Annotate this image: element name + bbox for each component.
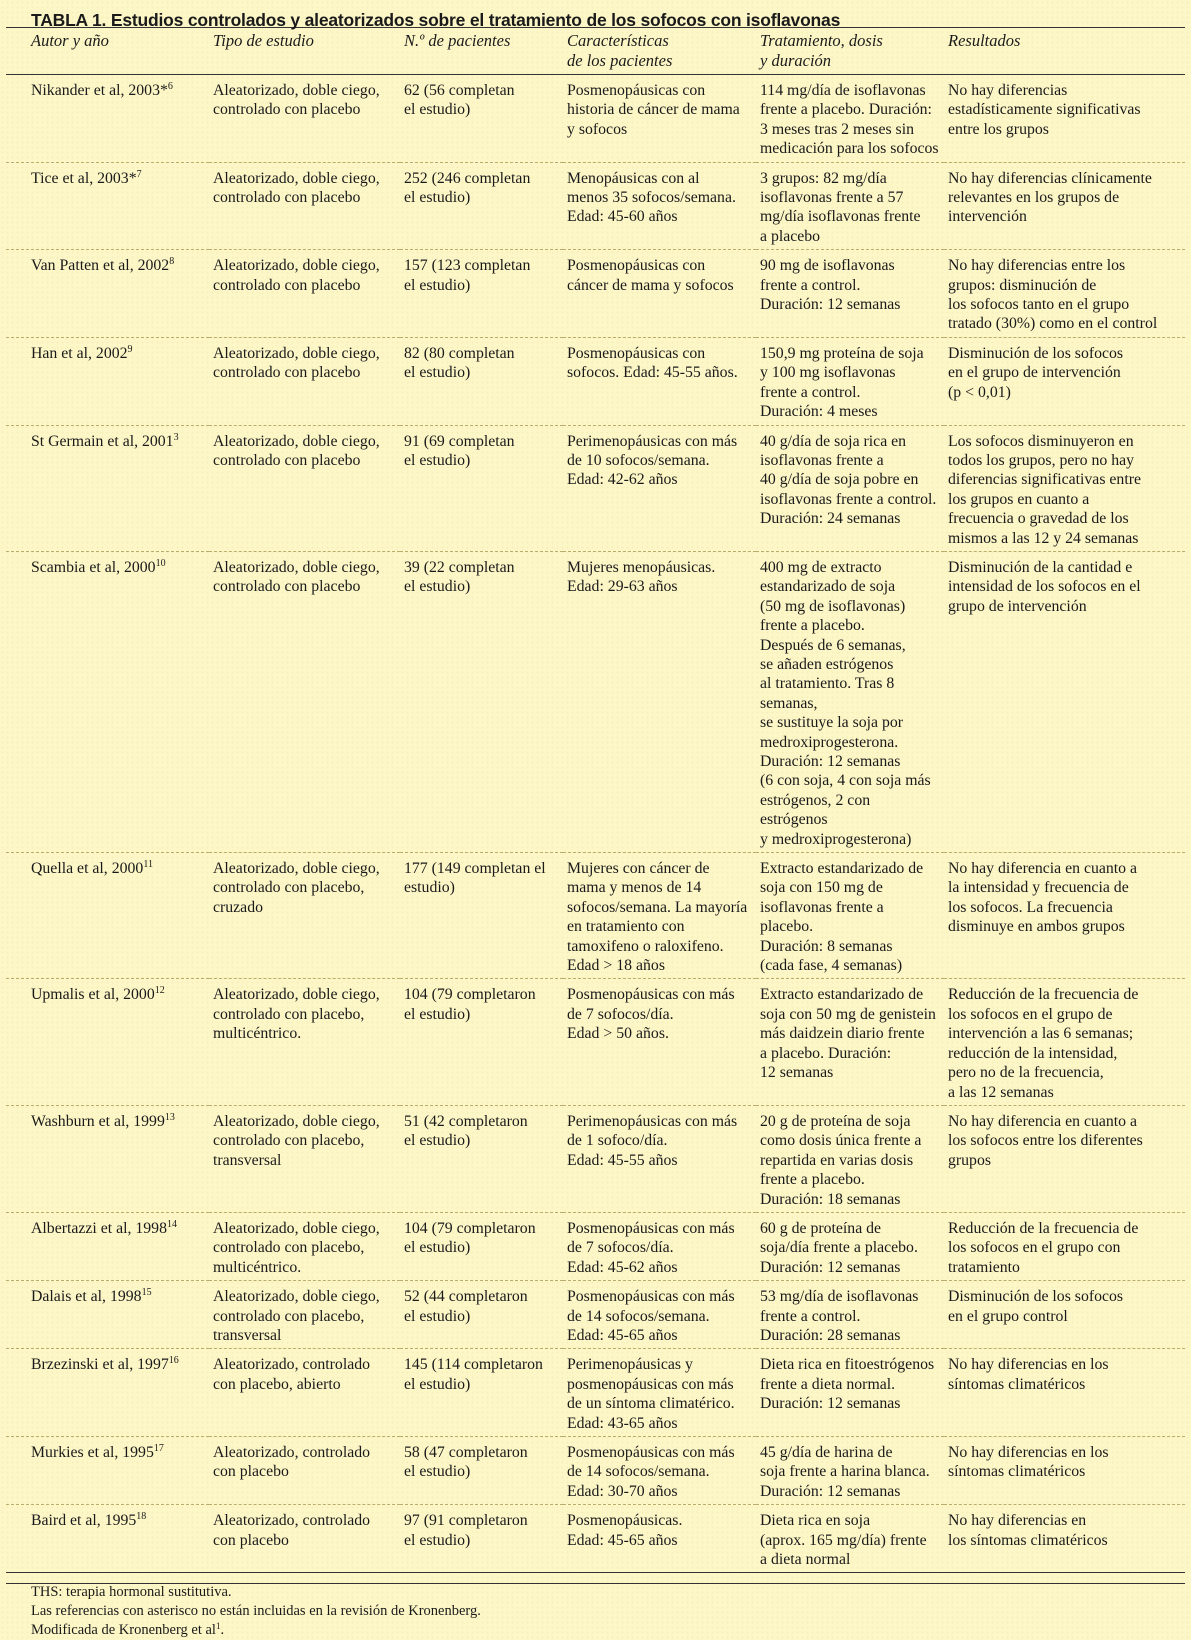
bottom-rule <box>6 1583 1185 1584</box>
footnote-source-text: Modificada de Kronenberg et al <box>31 1622 216 1639</box>
cell-results: Reducción de la frecuencia de los sofocos en el grupo de intervención a las 6 semanas; reducción de la intensidad, pero no de la frecuencia, a las 12 semanas <box>944 979 1185 1105</box>
author-name: Washburn et al, 1999 <box>31 1112 165 1130</box>
cell-patients: 91 (69 completan el estudio) <box>400 425 563 551</box>
cell-author <box>6 1281 209 1349</box>
cell-study-type: Aleatorizado, doble ciego, controlado con placebo, multicéntrico. <box>209 979 400 1105</box>
cell-treatment: 40 g/día de soja rica en isoflavonas frente a 40 g/día de soja pobre en isoflavonas frente a control. Duración: 24 semanas <box>756 425 944 551</box>
cell-treatment: 114 mg/día de isoflavonas frente a placebo. Duración: 3 meses tras 2 meses sin medicación para los sofocos <box>756 75 944 163</box>
cell-study-type: Aleatorizado, controlado con placebo <box>209 1505 400 1573</box>
cell-patients: 177 (149 completan el estudio) <box>400 853 563 979</box>
table-row <box>6 162 1185 250</box>
cell-treatment: 150,9 mg proteína de soja y 100 mg isoflavonas frente a control. Duración: 4 meses <box>756 337 944 425</box>
header-treatment: Tratamiento, dosis y duración <box>756 28 944 75</box>
header-results: Resultados <box>944 28 1185 75</box>
cell-treatment: Dieta rica en soja (aprox. 165 mg/día) frente a dieta normal <box>756 1505 944 1573</box>
author-name: Scambia et al, 2000 <box>31 558 156 576</box>
reference-number: 8 <box>169 256 175 268</box>
author-name: Upmalis et al, 2000 <box>31 986 155 1004</box>
cell-results: No hay diferencias clínicamente relevantes en los grupos de intervención <box>944 162 1185 250</box>
cell-results: No hay diferencias entre los grupos: disminución de los sofocos tanto en el grupo tratado (30%) como en el control <box>944 250 1185 338</box>
reference-number: 13 <box>164 1111 175 1123</box>
table-row <box>6 551 1185 852</box>
cell-patients: 62 (56 completan el estudio) <box>400 75 563 163</box>
cell-characteristics: Posmenopáusicas con más de 14 sofocos/semana. Edad: 30-70 años <box>563 1437 756 1505</box>
author-name: Baird et al, 1995 <box>31 1512 137 1530</box>
cell-characteristics: Posmenopáusicas. Edad: 45-65 años <box>563 1505 756 1573</box>
author-name: St Germain et al, 2001 <box>31 432 174 450</box>
author-name: Albertazzi et al, 1998 <box>31 1219 167 1237</box>
cell-results: Reducción de la frecuencia de los sofocos en el grupo con tratamiento <box>944 1212 1185 1280</box>
cell-author <box>6 1349 209 1437</box>
cell-author <box>6 250 209 338</box>
cell-results: No hay diferencia en cuanto a la intensidad y frecuencia de los sofocos. La frecuencia disminuye en ambos grupos <box>944 853 1185 979</box>
cell-characteristics: Mujeres menopáusicas. Edad: 29-63 años <box>563 551 756 852</box>
author-name: Dalais et al, 1998 <box>31 1288 142 1306</box>
table-row <box>6 75 1185 163</box>
cell-characteristics: Posmenopáusicas con más de 14 sofocos/semana. Edad: 45-65 años <box>563 1281 756 1349</box>
footnote-source-end: . <box>220 1622 225 1639</box>
cell-author <box>6 979 209 1105</box>
reference-number: 14 <box>166 1218 177 1230</box>
cell-study-type: Aleatorizado, doble ciego, controlado con placebo <box>209 75 400 163</box>
cell-treatment: 90 mg de isoflavonas frente a control. Duración: 12 semanas <box>756 250 944 338</box>
cell-characteristics: Posmenopáusicas con más de 7 sofocos/día. Edad > 50 años. <box>563 979 756 1105</box>
cell-patients: 51 (42 completaron el estudio) <box>400 1105 563 1212</box>
cell-patients: 82 (80 completan el estudio) <box>400 337 563 425</box>
footnote-source-ref: 1 <box>215 1621 221 1632</box>
cell-patients: 104 (79 completaron el estudio) <box>400 979 563 1105</box>
table-row <box>6 1349 1185 1437</box>
cell-study-type: Aleatorizado, controlado con placebo, abierto <box>209 1349 400 1437</box>
author-name: Van Patten et al, 2002 <box>31 257 170 275</box>
table-row <box>6 1437 1185 1505</box>
cell-author <box>6 853 209 979</box>
table-row <box>6 1212 1185 1280</box>
cell-study-type: Aleatorizado, doble ciego, controlado con placebo <box>209 337 400 425</box>
header-author: Autor y año <box>6 28 209 75</box>
cell-results: Disminución de los sofocos en el grupo control <box>944 1281 1185 1349</box>
cell-characteristics: Perimenopáusicas con más de 10 sofocos/semana. Edad: 42-62 años <box>563 425 756 551</box>
table-row <box>6 979 1185 1105</box>
reference-number: 18 <box>136 1511 147 1523</box>
cell-study-type: Aleatorizado, controlado con placebo <box>209 1437 400 1505</box>
cell-treatment: Dieta rica en fitoestrógenos frente a dieta normal. Duración: 12 semanas <box>756 1349 944 1437</box>
cell-patients: 52 (44 completaron el estudio) <box>400 1281 563 1349</box>
cell-patients: 104 (79 completaron el estudio) <box>400 1212 563 1280</box>
footnote-source <box>31 1621 1185 1640</box>
cell-treatment: 60 g de proteína de soja/día frente a placebo. Duración: 12 semanas <box>756 1212 944 1280</box>
reference-number: 10 <box>155 557 166 569</box>
cell-study-type: Aleatorizado, doble ciego, controlado con placebo, cruzado <box>209 853 400 979</box>
cell-treatment: 53 mg/día de isoflavonas frente a control. Duración: 28 semanas <box>756 1281 944 1349</box>
table-row <box>6 250 1185 338</box>
cell-characteristics: Perimenopáusicas y posmenopáusicas con más de un síntoma climatérico. Edad: 43-65 años <box>563 1349 756 1437</box>
cell-author <box>6 337 209 425</box>
header-study-type: Tipo de estudio <box>209 28 400 75</box>
cell-characteristics: Posmenopáusicas con historia de cáncer de mama y sofocos <box>563 75 756 163</box>
cell-characteristics: Mujeres con cáncer de mama y menos de 14 sofocos/semana. La mayoría en tratamiento con tamoxifeno o raloxifeno. Edad > 18 años <box>563 853 756 979</box>
author-name: Nikander et al, 2003* <box>31 82 168 99</box>
cell-patients: 97 (91 completaron el estudio) <box>400 1505 563 1573</box>
cell-author <box>6 1212 209 1280</box>
reference-number: 17 <box>153 1443 164 1454</box>
table-row <box>6 1105 1185 1212</box>
cell-author <box>6 75 209 163</box>
cell-characteristics: Posmenopáusicas con sofocos. Edad: 45-55 años. <box>563 337 756 425</box>
cell-results: No hay diferencias en los síntomas climatéricos <box>944 1437 1185 1505</box>
cell-study-type: Aleatorizado, doble ciego, controlado con placebo <box>209 162 400 250</box>
cell-patients: 39 (22 completan el estudio) <box>400 551 563 852</box>
table-row <box>6 1281 1185 1349</box>
author-name: Brzezinski et al, 1997 <box>31 1356 169 1374</box>
cell-results: Disminución de la cantidad e intensidad de los sofocos en el grupo de intervención <box>944 551 1185 852</box>
cell-treatment: 20 g de proteína de soja como dosis única frente a repartida en varias dosis frente a placebo. Duración: 18 semanas <box>756 1105 944 1212</box>
cell-author <box>6 162 209 250</box>
cell-characteristics: Posmenopáusicas con cáncer de mama y sofocos <box>563 250 756 338</box>
cell-patients: 252 (246 completan el estudio) <box>400 162 563 250</box>
cell-author <box>6 1437 209 1505</box>
reference-number: 6 <box>167 81 173 92</box>
author-name: Han et al, 2002 <box>31 344 128 362</box>
reference-number: 11 <box>143 859 153 871</box>
table-row <box>6 425 1185 551</box>
cell-results: No hay diferencias en los síntomas climatéricos <box>944 1505 1185 1573</box>
header-row <box>6 28 1185 75</box>
cell-study-type: Aleatorizado, doble ciego, controlado con placebo <box>209 425 400 551</box>
cell-characteristics: Perimenopáusicas con más de 1 sofoco/día. Edad: 45-55 años <box>563 1105 756 1212</box>
table-title: TABLA 1. Estudios controlados y aleatorizados sobre el tratamiento de los sofocos con isoflavonas <box>31 10 841 30</box>
reference-number: 9 <box>127 343 133 355</box>
cell-characteristics: Menopáusicas con al menos 35 sofocos/semana. Edad: 45-60 años <box>563 162 756 250</box>
cell-study-type: Aleatorizado, doble ciego, controlado con placebo <box>209 250 400 338</box>
cell-characteristics: Posmenopáusicas con más de 7 sofocos/día. Edad: 45-62 años <box>563 1212 756 1280</box>
cell-results: Los sofocos disminuyeron en todos los grupos, pero no hay diferencias significativas entre los grupos en cuanto a frecuencia o gravedad de los mismos a las 12 y 24 semanas <box>944 425 1185 551</box>
cell-results: Disminución de los sofocos en el grupo de intervención (p < 0,01) <box>944 337 1185 425</box>
cell-study-type: Aleatorizado, doble ciego, controlado con placebo, transversal <box>209 1281 400 1349</box>
cell-study-type: Aleatorizado, doble ciego, controlado con placebo, multicéntrico. <box>209 1212 400 1280</box>
reference-number: 3 <box>173 431 179 443</box>
studies-table <box>6 28 1185 1573</box>
cell-treatment: Extracto estandarizado de soja con 150 mg de isoflavonas frente a placebo. Duración: 8 semanas (cada fase, 4 semanas) <box>756 853 944 979</box>
table-row <box>6 1505 1185 1573</box>
cell-results: No hay diferencia en cuanto a los sofocos entre los diferentes grupos <box>944 1105 1185 1212</box>
reference-number: 12 <box>154 985 165 997</box>
reference-number: 16 <box>168 1355 179 1367</box>
footnote-abbreviation: THS: terapia hormonal sustitutiva. <box>31 1584 232 1601</box>
table-body <box>6 75 1185 1573</box>
cell-author <box>6 1505 209 1573</box>
cell-study-type: Aleatorizado, doble ciego, controlado con placebo <box>209 551 400 852</box>
author-name: Murkies et al, 1995 <box>31 1444 154 1461</box>
cell-patients: 58 (47 completaron el estudio) <box>400 1437 563 1505</box>
table-row <box>6 337 1185 425</box>
cell-treatment: Extracto estandarizado de soja con 50 mg de genistein más daidzein diario frente a placebo. Duración: 12 semanas <box>756 979 944 1105</box>
cell-author <box>6 1105 209 1212</box>
cell-results: No hay diferencias en los síntomas climatéricos <box>944 1349 1185 1437</box>
table-row <box>6 853 1185 979</box>
cell-patients: 145 (114 completaron el estudio) <box>400 1349 563 1437</box>
reference-number: 7 <box>136 168 142 180</box>
author-name: Quella et al, 2000 <box>31 860 144 878</box>
cell-author <box>6 425 209 551</box>
header-patients: N.º de pacientes <box>400 28 563 75</box>
cell-treatment: 400 mg de extracto estandarizado de soja (50 mg de isoflavonas) frente a placebo. Después de 6 semanas, se añaden estrógenos al tratamiento. Tras 8 semanas, se sustituye la soja por medroxiprogesterona. Duración: 12 semanas (6 con soja, 4 con soja más estrógenos, 2 con estrógenos y medroxiprogesterona) <box>756 551 944 852</box>
cell-treatment: 45 g/día de harina de soja frente a harina blanca. Duración: 12 semanas <box>756 1437 944 1505</box>
cell-treatment: 3 grupos: 82 mg/día isoflavonas frente a 57 mg/día isoflavonas frente a placebo <box>756 162 944 250</box>
cell-study-type: Aleatorizado, doble ciego, controlado con placebo, transversal <box>209 1105 400 1212</box>
cell-patients: 157 (123 completan el estudio) <box>400 250 563 338</box>
author-name: Tice et al, 2003* <box>31 169 137 187</box>
footnote-asterisk: Las referencias con asterisco no están incluidas en la revisión de Kronenberg. <box>31 1603 481 1620</box>
cell-results: No hay diferencias estadísticamente significativas entre los grupos <box>944 75 1185 163</box>
header-characteristics: Características de los pacientes <box>563 28 756 75</box>
cell-author <box>6 551 209 852</box>
reference-number: 15 <box>141 1287 152 1299</box>
